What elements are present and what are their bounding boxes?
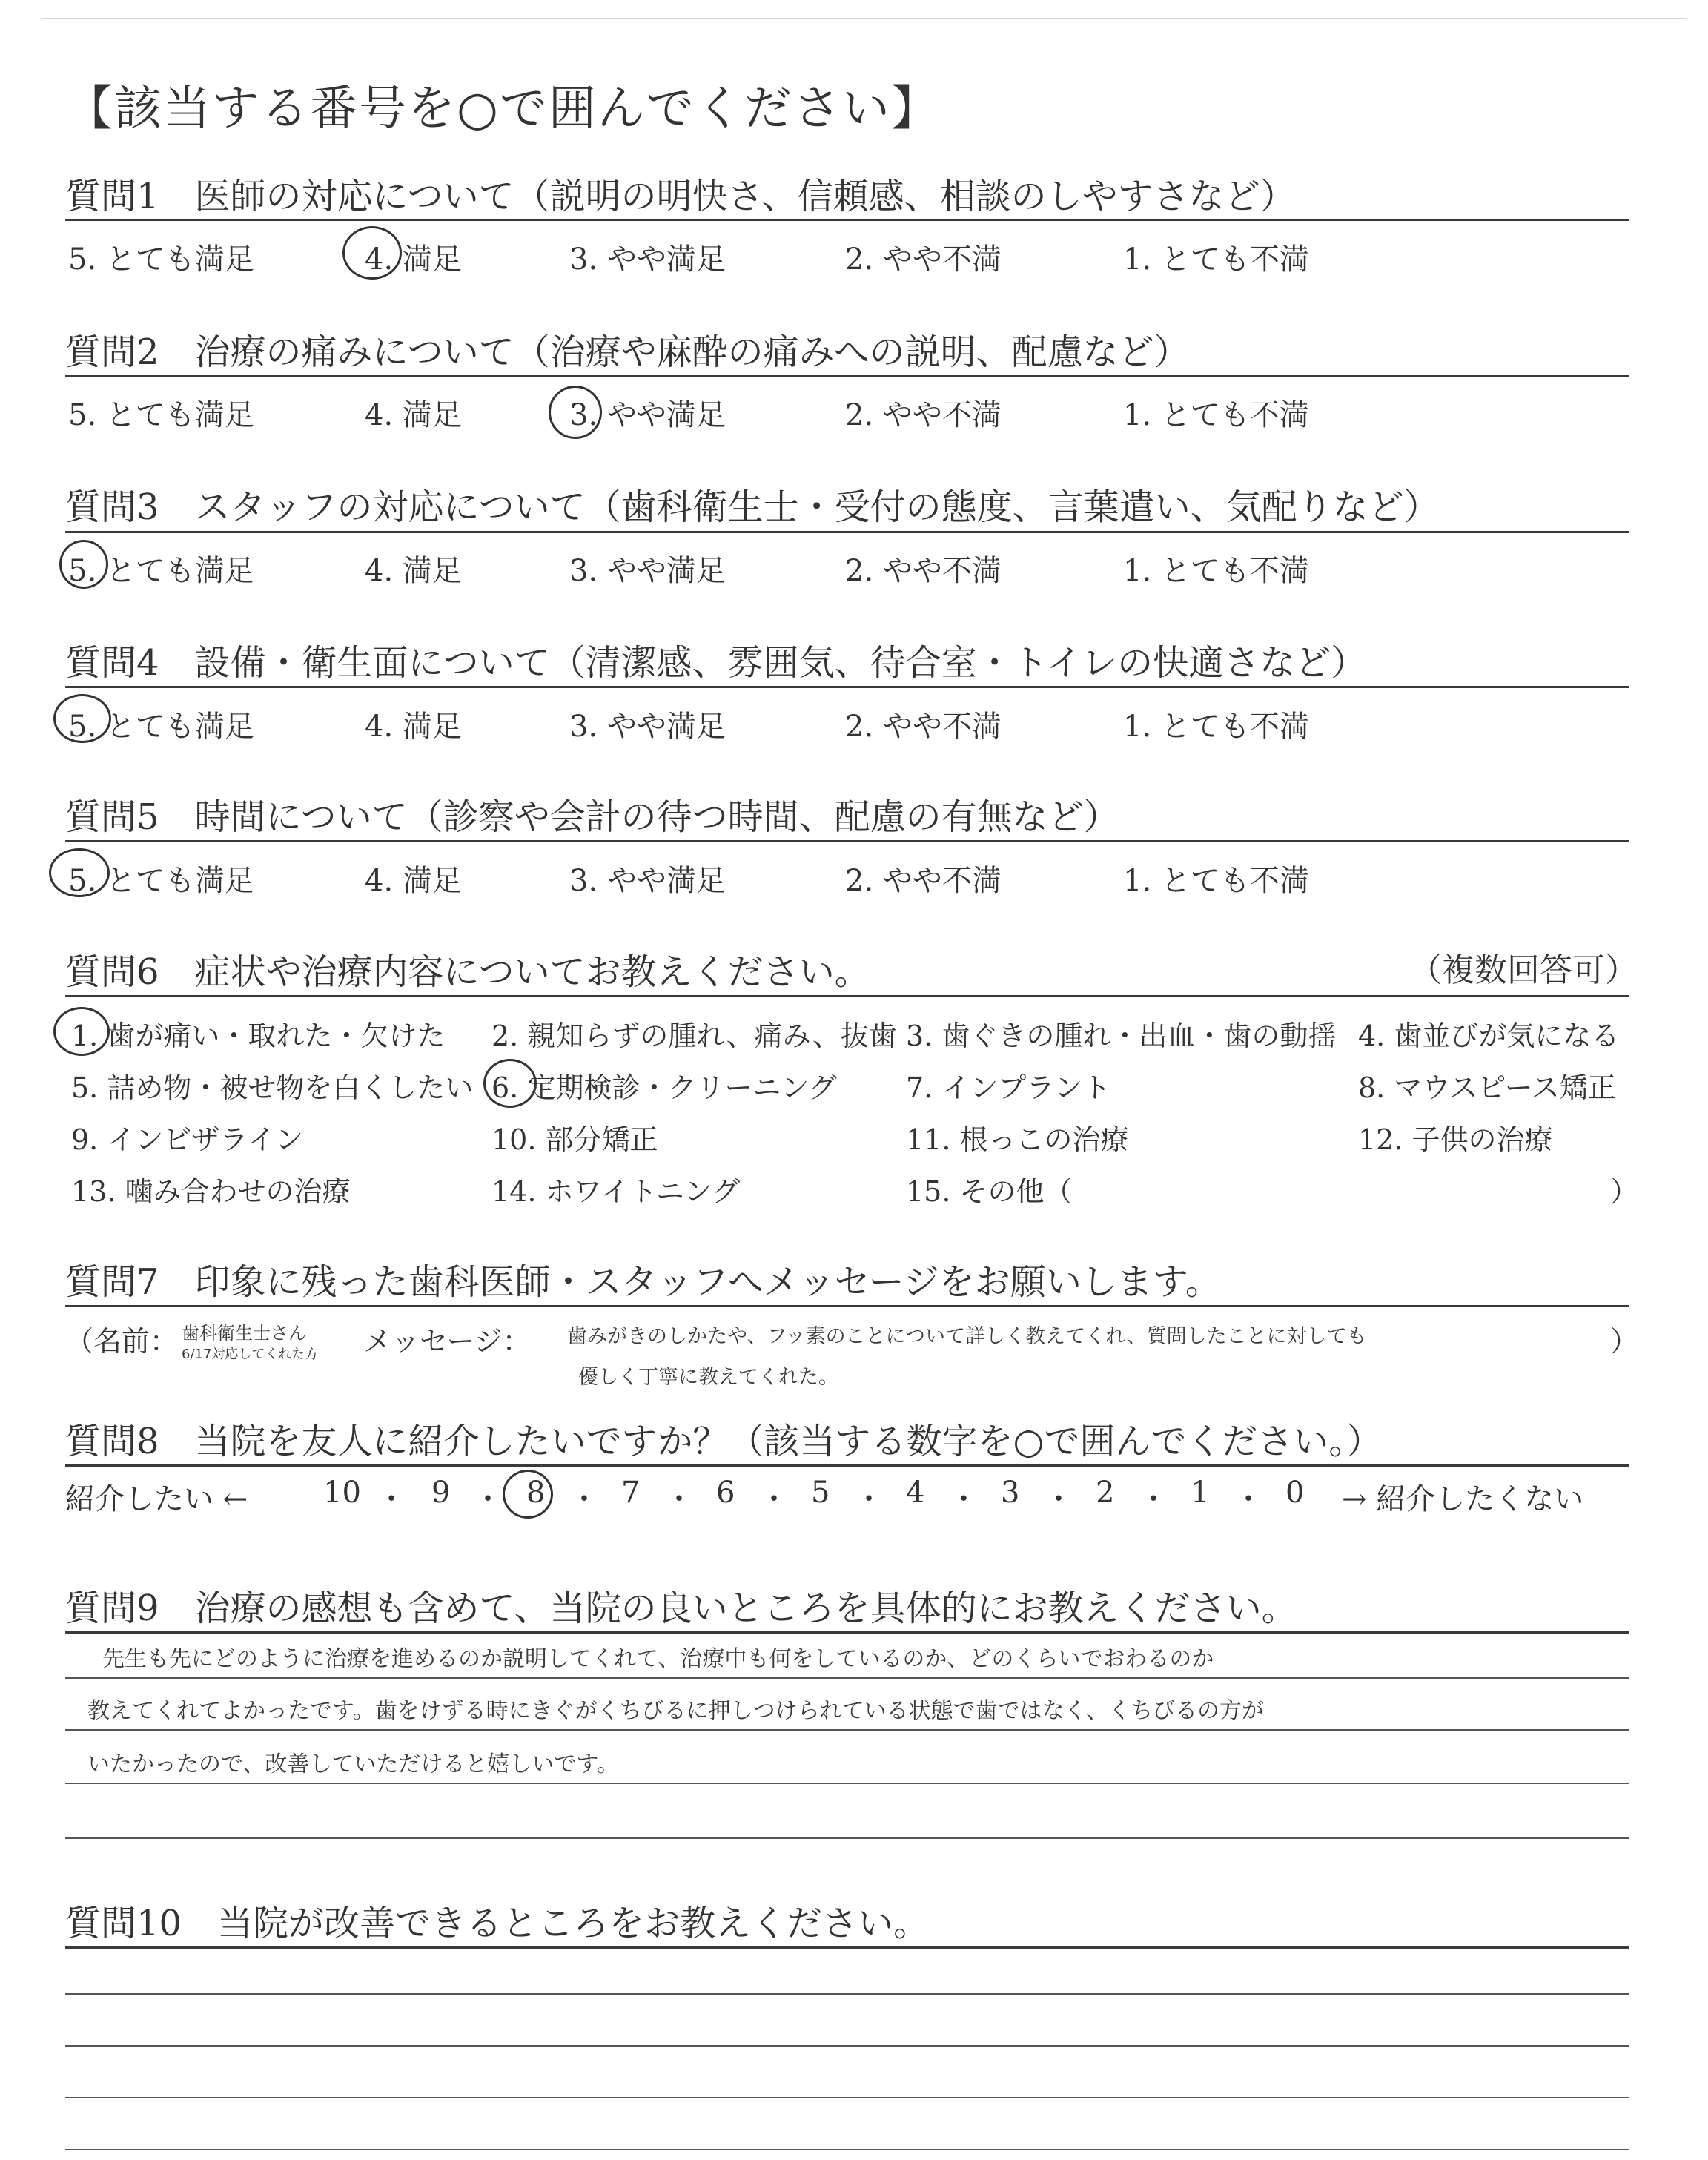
- recommend-left-label: 紹介したい ←: [65, 1482, 248, 1516]
- question-6-underline: [65, 995, 1629, 997]
- question-7-title: 質問7 印象に残った歯科医師・スタッフへメッセージをお願いします。: [65, 1261, 1221, 1303]
- q3-selected-circle: [59, 540, 108, 589]
- q6-option-14[interactable]: 14. ホワイトニング: [491, 1175, 741, 1208]
- q1-option-5[interactable]: 5. とても満足: [68, 242, 254, 277]
- question-8-title: 質問8 当院を友人に紹介したいですか？（該当する数字を○で囲んでください。）: [65, 1421, 1383, 1462]
- q2-option-4[interactable]: 4. 満足: [365, 398, 462, 432]
- question-10-underline: [65, 1946, 1629, 1949]
- scale-8[interactable]: 8: [526, 1476, 546, 1510]
- q5-option-5[interactable]: 5. とても満足: [68, 864, 254, 898]
- q9-rule-3: [65, 1783, 1629, 1784]
- question-2-title: 質問2 治療の痛みについて（治療や麻酔の痛みへの説明、配慮など）: [65, 331, 1190, 373]
- scale-5[interactable]: 5: [811, 1476, 830, 1510]
- scale-4[interactable]: 4: [906, 1476, 925, 1510]
- q9-answer-line2: 教えてくれてよかったです。歯をけずる時にきぐがくちびるに押しつけられている状態で歯ではなく、くちびるの方が: [87, 1698, 1264, 1724]
- q6-option-5[interactable]: 5. 詰め物・被せ物を白くしたい: [71, 1071, 474, 1104]
- q3-option-5[interactable]: 5. とても満足: [68, 554, 254, 588]
- q6-option-2[interactable]: 2. 親知らずの腫れ、痛み、抜歯: [491, 1020, 897, 1052]
- q6-option-10[interactable]: 10. 部分矯正: [491, 1123, 658, 1156]
- question-6-title: 質問6 症状や治療内容についてお教えください。: [65, 951, 870, 993]
- q3-option-4[interactable]: 4. 満足: [365, 554, 462, 588]
- q6-other-close-paren: ）: [1610, 1175, 1639, 1208]
- multiple-answer-note: （複数回答可）: [1409, 951, 1638, 989]
- q6-option-11[interactable]: 11. 根っこの治療: [906, 1123, 1129, 1156]
- q3-option-2[interactable]: 2. やや不満: [845, 554, 1002, 588]
- q8-selected-circle: [503, 1470, 553, 1519]
- q9-rule-2: [65, 1729, 1629, 1731]
- q2-option-1[interactable]: 1. とても不満: [1123, 398, 1309, 432]
- q6-option-12[interactable]: 12. 子供の治療: [1358, 1123, 1553, 1156]
- question-8-underline: [65, 1464, 1629, 1467]
- scale-0[interactable]: 0: [1285, 1476, 1305, 1510]
- question-2-underline: [65, 375, 1629, 377]
- q1-option-4[interactable]: 4. 満足: [365, 242, 462, 277]
- q5-selected-circle: [49, 848, 110, 897]
- scale-6[interactable]: 6: [716, 1476, 735, 1510]
- question-4-title: 質問4 設備・衛生面について（清潔感、雰囲気、待合室・トイレの快適さなど）: [65, 642, 1367, 684]
- q2-option-5[interactable]: 5. とても満足: [68, 398, 254, 432]
- message-text-line1: 歯みがきのしかたや、フッ素のことについて詳しく教えてくれ、質問したことに対しても: [567, 1325, 1367, 1348]
- question-3-underline: [65, 531, 1629, 533]
- q6-option-7[interactable]: 7. インプラント: [906, 1071, 1111, 1104]
- q5-option-3[interactable]: 3. やや満足: [569, 864, 726, 898]
- q9-answer-line3: いたかったので、改善していただけると嬉しいです。: [87, 1751, 619, 1777]
- message-text-line2: 優しく丁寧に教えてくれた。: [578, 1366, 838, 1389]
- scale-2[interactable]: 2: [1096, 1476, 1115, 1510]
- q1-option-2[interactable]: 2. やや不満: [845, 242, 1002, 277]
- q4-option-3[interactable]: 3. やや満足: [569, 710, 726, 744]
- q4-option-1[interactable]: 1. とても不満: [1123, 710, 1309, 744]
- q6-option-1[interactable]: 1. 歯が痛い・取れた・欠けた: [71, 1020, 446, 1052]
- question-3-title: 質問3 スタッフの対応について（歯科衛生士・受付の態度、言葉遣い、気配りなど）: [65, 486, 1440, 528]
- q2-option-2[interactable]: 2. やや不満: [845, 398, 1002, 432]
- q9-rule-1: [65, 1677, 1629, 1679]
- q5-option-2[interactable]: 2. やや不満: [845, 864, 1002, 898]
- q1-option-1[interactable]: 1. とても不満: [1123, 242, 1309, 277]
- staff-name-line1: 歯科衛生士さん: [182, 1323, 306, 1344]
- staff-name-line2: 6/17対応してくれた方: [182, 1347, 319, 1362]
- q6-option-8[interactable]: 8. マウスピース矯正: [1358, 1071, 1616, 1104]
- question-5-title: 質問5 時間について（診察や会計の待つ時間、配慮の有無など）: [65, 796, 1119, 838]
- scale-9[interactable]: 9: [431, 1476, 451, 1510]
- q6-option-3[interactable]: 3. 歯ぐきの腫れ・出血・歯の動揺: [906, 1020, 1337, 1052]
- q2-option-3[interactable]: 3. やや満足: [569, 398, 726, 432]
- q7-close-paren: ）: [1610, 1325, 1639, 1358]
- q10-rule-4: [65, 2149, 1629, 2150]
- q3-option-3[interactable]: 3. やや満足: [569, 554, 726, 588]
- q9-rule-4: [65, 1837, 1629, 1839]
- q6-option-13[interactable]: 13. 噛み合わせの治療: [71, 1175, 351, 1208]
- scale-7[interactable]: 7: [621, 1476, 640, 1510]
- scale-10[interactable]: 10: [323, 1476, 361, 1510]
- question-7-underline: [65, 1305, 1629, 1307]
- q1-option-3[interactable]: 3. やや満足: [569, 242, 726, 277]
- top-border: [41, 18, 1687, 19]
- q4-option-2[interactable]: 2. やや不満: [845, 710, 1002, 744]
- q6-option-6[interactable]: 6. 定期検診・クリーニング: [491, 1071, 837, 1104]
- q10-rule-3: [65, 2097, 1629, 2098]
- question-4-underline: [65, 686, 1629, 688]
- question-9-underline: [65, 1631, 1629, 1634]
- q4-option-4[interactable]: 4. 満足: [365, 710, 462, 744]
- question-9-title: 質問9 治療の感想も含めて、当院の良いところを具体的にお教えください。: [65, 1588, 1297, 1629]
- q6-option-9[interactable]: 9. インビザライン: [71, 1123, 304, 1156]
- q5-option-1[interactable]: 1. とても不満: [1123, 864, 1309, 898]
- page-title: 【該当する番号を○で囲んでください】: [65, 82, 940, 136]
- q3-option-1[interactable]: 1. とても不満: [1123, 554, 1309, 588]
- question-5-underline: [65, 840, 1629, 842]
- recommend-right-label: → 紹介したくない: [1342, 1482, 1584, 1516]
- question-10-title: 質問10 当院が改善できるところをお教えください。: [65, 1903, 930, 1944]
- scale-1[interactable]: 1: [1191, 1476, 1210, 1510]
- question-1-underline: [65, 219, 1629, 221]
- q9-answer-line1: 先生も先にどのように治療を進めるのか説明してくれて、治療中も何をしているのか、どのくらいでおわるのか: [102, 1646, 1214, 1672]
- q4-option-5[interactable]: 5. とても満足: [68, 710, 254, 744]
- q6-selected-circle-6: [483, 1059, 537, 1108]
- q6-option-4[interactable]: 4. 歯並びが気になる: [1358, 1020, 1620, 1052]
- q4-selected-circle: [53, 694, 111, 743]
- scale-3[interactable]: 3: [1001, 1476, 1020, 1510]
- message-label: メッセージ：: [363, 1325, 531, 1358]
- q6-option-15[interactable]: 15. その他（: [906, 1175, 1073, 1208]
- q6-selected-circle-1: [53, 1007, 110, 1056]
- q1-selected-circle: [342, 226, 402, 280]
- q2-selected-circle: [549, 386, 602, 439]
- question-1-title: 質問1 医師の対応について（説明の明快さ、信頼感、相談のしやすさなど）: [65, 176, 1296, 217]
- q10-rule-1: [65, 1993, 1629, 1995]
- q5-option-4[interactable]: 4. 満足: [365, 864, 462, 898]
- name-label: （名前：: [65, 1325, 179, 1358]
- q10-rule-2: [65, 2045, 1629, 2047]
